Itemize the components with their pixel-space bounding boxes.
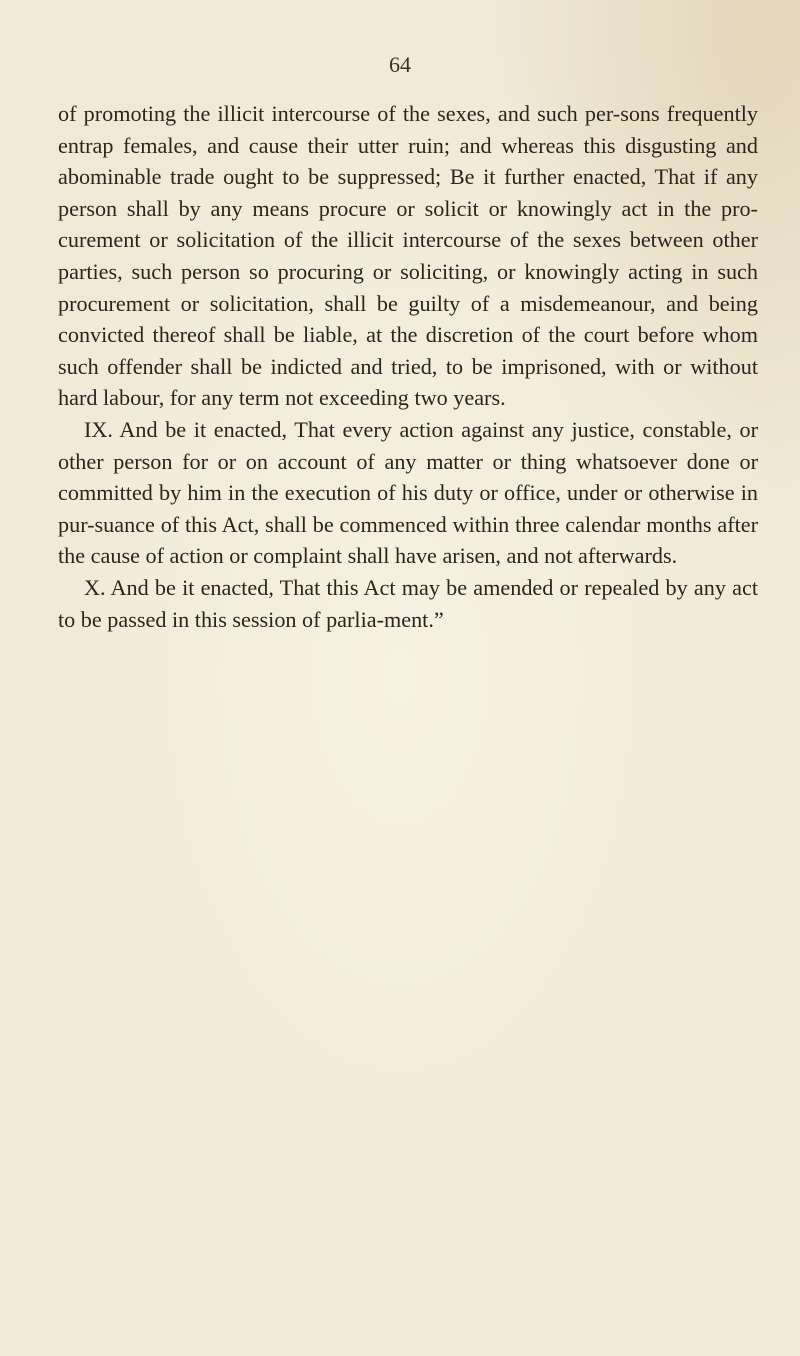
paragraph-section-ix: IX. And be it enacted, That every action against any justice, constable, or other person for or on account of any matter or thing whatsoever done or committed by him in the execution of his duty or office, under or otherwise in pur-suance of this Act, shall be commenced within three calendar months after the cause of action or complaint shall have arisen, and not afterwards. <box>58 416 758 569</box>
paragraph-continued: of promoting the illicit intercourse of the sexes, and such per-sons frequently entrap females, and cause their utter ruin; and whereas this disgusting and abominable trade ought to be suppressed; Be it further enacted, That if any person shall by any means procure or solicit or knowingly act in the pro-curement or solicitation of the illicit intercourse of the sexes between other parties, such person so procuring or soliciting, or knowingly acting in such procurement or solicitation, shall be guilty of a misdemeanour, and being convicted thereof shall be liable, at the discretion of the court before whom such offender shall be indicted and tried, to be imprisoned, with or without hard labour, for any term not exceeding two years. <box>58 101 758 411</box>
body-text <box>58 98 758 635</box>
paragraph-section-x: X. And be it enacted, That this Act may be amended or repealed by any act to be passed in this session of parlia-ment.” <box>58 574 758 632</box>
page-number: 64 <box>389 52 411 77</box>
